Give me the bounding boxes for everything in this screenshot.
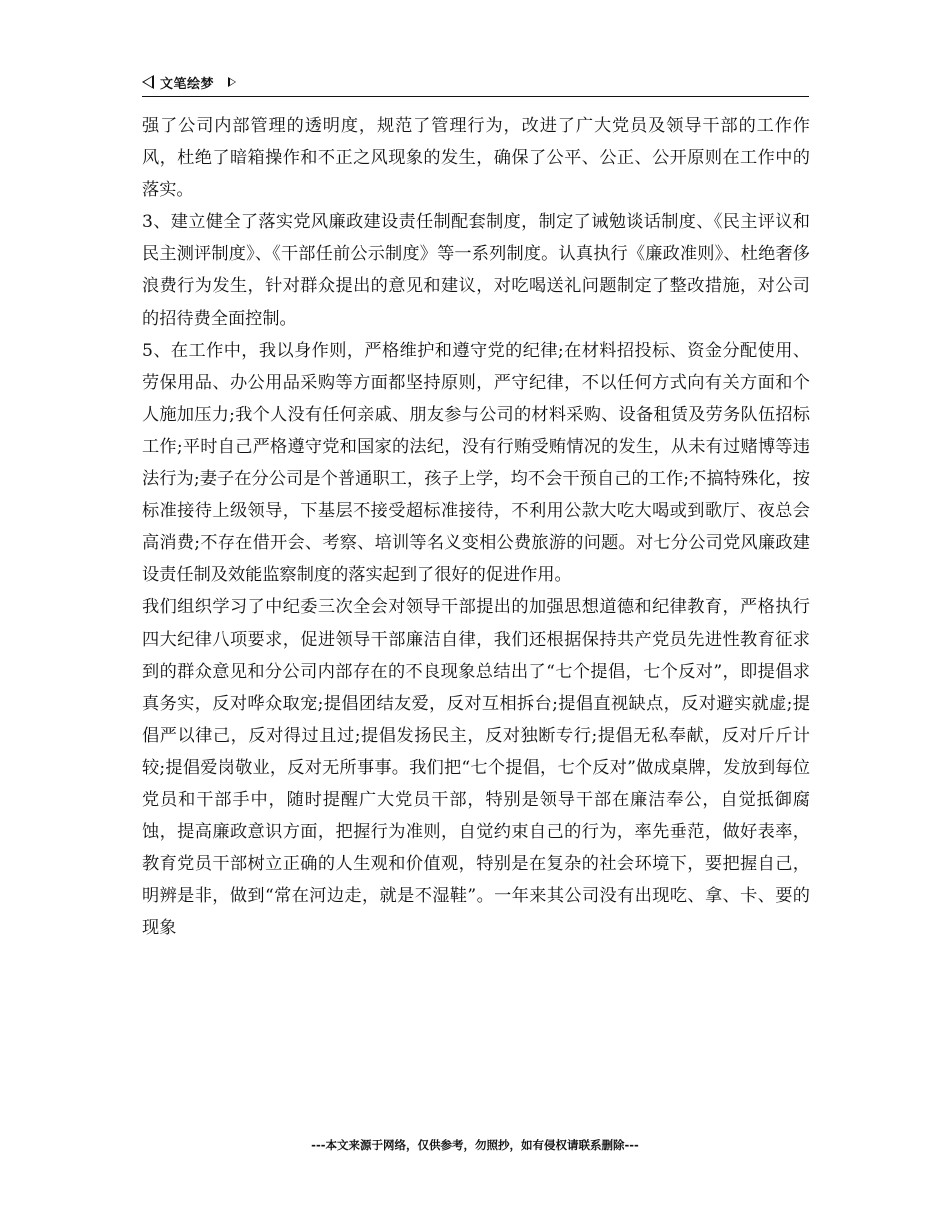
paragraph-3: 5、在工作中，我以身作则，严格维护和遵守党的纪律;在材料招投标、资金分配使用、劳保用品、办公用品采购等方面都坚持原则，严守纪律，不以任何方式向有关方面和个人施加压力;我个人没有任何亲戚、朋友参与公司的材料采购、设备租赁及劳务队伍招标工作;平时自己严格遵守党和国家的法纪，没有行贿受贿情况的发生，从未有过赌博等违法行为;妻子在分公司是个普通职工，孩子上学，均不会干预自己的工作;不搞特殊化，按标准接待上级领导，下基层不接受超标准接待，不利用公款大吃大喝或到歌厅、夜总会高消费;不存在借开会、考察、培训等名义变相公费旅游的问题。对七分公司党风廉政建设责任制及效能监察制度的落实起到了很好的促进作用。 xyxy=(142,340,810,586)
triangle-right-icon xyxy=(228,77,236,87)
paragraph-4: 我们组织学习了中纪委三次全会对领导干部提出的加强思想道德和纪律教育，严格执行四大纪律八项要求，促进领导干部廉洁自律，我们还根据保持共产党员先进性教育征求到的群众意见和分公司内部存在的不良现象总结出了“七个提倡，七个反对”，即提倡求真务实，反对哗众取宠;提倡团结友爱，反对互相拆台;提倡直视缺点，反对避实就虚;提倡严以律己，反对得过且过;提倡发扬民主，反对独断专行;提倡无私奉献，反对斤斤计较;提倡爱岗敬业，反对无所事事。我们把“七个提倡，七个反对”做成桌牌，发放到每位党员和干部手中，随时提醒广大党员干部，特别是领导干部在廉洁奉公，自觉抵御腐蚀，提高廉政意识方面，把握行为准则，自觉约束自己的行为，率先垂范，做好表率，教育党员干部树立正确的人生观和价值观，特别是在复杂的社会环境下，要把握自己，明辨是非，做到“常在河边走，就是不湿鞋”。一年来其公司没有出现吃、拿、卡、要的现象 xyxy=(142,597,810,939)
header-title: 文笔绘梦 xyxy=(160,77,215,92)
page-header xyxy=(142,72,809,97)
document-body xyxy=(142,110,810,944)
paragraph-1: 强了公司内部管理的透明度，规范了管理行为，改进了广大党员及领导干部的工作作风，杜绝了暗箱操作和不正之风现象的发生，确保了公平、公正、公开原则在工作中的落实。 xyxy=(142,116,810,201)
triangle-left-icon xyxy=(142,75,154,89)
page-footer: ---本文来源于网络，仅供参考，勿照抄，如有侵权请联系删除--- xyxy=(311,1138,639,1152)
paragraph-2: 3、建立健全了落实党风廉政建设责任制配套制度，制定了诫勉谈话制度、《民主评议和民主测评制度》、《干部任前公示制度》等一系列制度。认真执行《廉政准则》、杜绝奢侈浪费行为发生，针对群众提出的意见和建议，对吃喝送礼问题制定了整改措施，对公司的招待费全面控制。 xyxy=(142,212,810,329)
